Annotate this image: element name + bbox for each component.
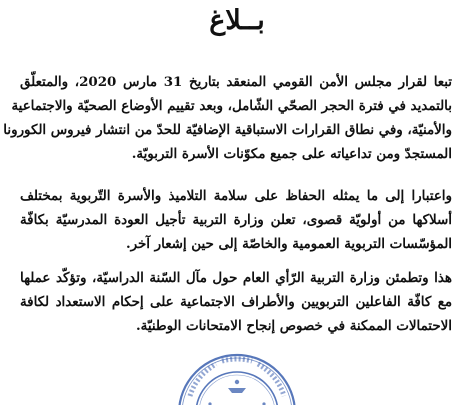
ministry-seal-icon: [176, 352, 298, 405]
paragraph-3: [20, 266, 452, 338]
paragraph-line: والأمنيّة، وفي نطاق القرارات الاستباقية الإضافيّة للحدّ من انتشار فيروس الكورونا: [3, 122, 452, 138]
paragraph-line: الاحتمالات الممكنة في خصوص إنجاح الامتحانات الوطنيّة.: [136, 318, 452, 334]
paragraph-line: تبعا لقرار مجلس الأمن القومي المنعقد بتاريخ 31 مارس 2020، والمتعلّق: [20, 74, 452, 90]
paragraph-2: [20, 184, 452, 256]
paragraph-line: واعتبارا إلى ما يمثله الحفاظ على سلامة التلاميذ والأسرة التّربوية بمختلف: [20, 188, 452, 204]
paragraph-line: هذا وتطمئن وزارة التربية الرّأي العام حول مآل السّنة الدراسيّة، وتؤكّد عملها: [20, 270, 452, 286]
paragraph-line: مع كافّة الفاعلين التربويين والأطراف الاجتماعية على إحكام الاستعداد لكافة: [20, 294, 452, 310]
paragraph-line: بالتمديد في فترة الحجر الصحّي الشّامل، وبعد تقييم الأوضاع الصحيّة والاجتماعية: [11, 98, 452, 114]
paragraph-line: أسلاكها من أولويّة قصوى، تعلن وزارة التربية تأجيل العودة المدرسيّة بكافّة: [20, 212, 452, 228]
announcement-title: بــلاغ: [209, 5, 265, 36]
paragraph-line: المؤسّسات التربوية العمومية والخاصّة إلى حين إشعار آخر.: [125, 236, 452, 252]
paragraph-line: المستجدّ ومن تداعياته على جميع مكوّنات الأسرة التربويّة.: [131, 146, 452, 162]
paragraph-1: [3, 70, 452, 166]
